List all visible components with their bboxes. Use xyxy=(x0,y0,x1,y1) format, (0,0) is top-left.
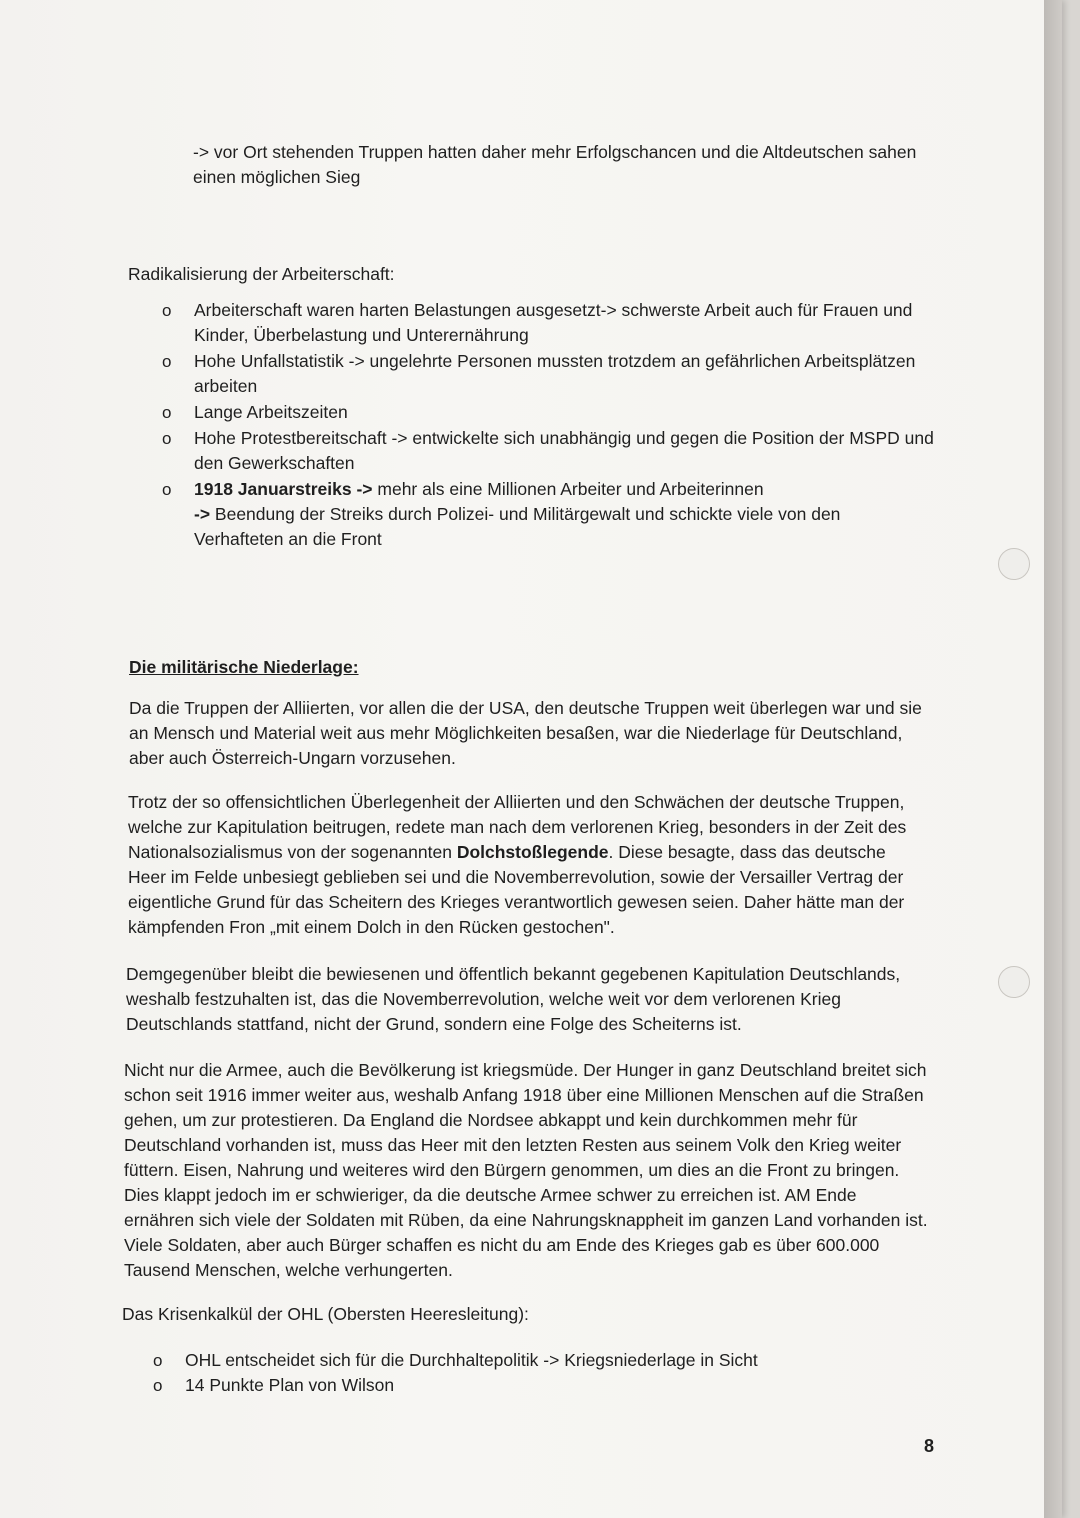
niederlage-paragraph-2 xyxy=(128,790,923,940)
bullet-mark: o xyxy=(162,352,172,371)
list-item-text: Arbeiterschaft waren harten Belastungen ausgesetzt-> schwerste Arbeit auch für Frauen und Kinder, Überbelastung und Unterernährung xyxy=(194,300,913,345)
niederlage-paragraph-4 xyxy=(124,1058,929,1283)
paragraph-text-part: . Diese besagte, dass das deutsche Heer im Felde unbesiegt geblieben sei und die Novemberrevolution, sowie der Versailler Vertrag der eigentliche Grund für das Scheitern des Krieges verantwortlich gewesen seien. Daher hätte man der kämpfenden Fron „mit einem Dolch in den Rücken gestochen". xyxy=(128,842,905,937)
list-item-text: OHL entscheidet sich für die Durchhaltepolitik -> Kriegsniederlage in Sicht xyxy=(185,1350,758,1370)
list-item xyxy=(153,1373,885,1398)
paragraph-text: Da die Truppen der Alliierten, vor allen die der USA, den deutsche Truppen weit überlegen war und sie an Mensch und Material weit aus mehr Möglichkeiten besaßen, war die Niederlage für Deutschland, aber auch Österreich-Ungarn vorzusehen. xyxy=(129,698,922,768)
niederlage-heading: Die militärische Niederlage: xyxy=(129,657,359,677)
list-item xyxy=(162,400,934,425)
radikalisierung-title: Radikalisierung der Arbeiterschaft: xyxy=(128,264,395,284)
januarstreiks-label: 1918 Januarstreiks -> xyxy=(194,479,373,499)
bullet-mark: o xyxy=(162,429,172,448)
list-item-text: mehr als eine Millionen Arbeiter und Arbeiterinnen xyxy=(372,479,764,499)
list-item xyxy=(162,349,934,399)
top-note xyxy=(193,140,938,190)
list-item-subtext: Beendung der Streiks durch Polizei- und Militärgewalt und schickte viele von den Verhafteten an die Front xyxy=(194,504,841,549)
list-item xyxy=(162,477,934,552)
bullet-mark: o xyxy=(153,1351,163,1370)
top-note-text: -> vor Ort stehenden Truppen hatten daher mehr Erfolgschancen und die Altdeutschen sahen einen möglichen Sieg xyxy=(193,142,917,187)
radikalisierung-list xyxy=(162,298,934,552)
paragraph-text-part: Trotz der so offensichtlichen Überlegenheit der Alliierten und den Schwächen der deutsche Truppen, welche zur Kapitulation beitrugen, redete man nach dem verlorenen Krieg, besonders in der Zeit des Nationalsozialismus von der sogenannten xyxy=(128,792,907,862)
arrow-label: -> xyxy=(194,504,211,524)
list-item-text: Hohe Protestbereitschaft -> entwickelte sich unabhängig und gegen die Position der MSPD und den Gewerkschaften xyxy=(194,428,934,473)
list-item-text: 14 Punkte Plan von Wilson xyxy=(185,1375,395,1395)
list-item-text: Hohe Unfallstatistik -> ungelehrte Personen mussten trotzdem an gefährlichen Arbeitsplätzen arbeiten xyxy=(194,351,916,396)
bullet-mark: o xyxy=(162,480,172,499)
ohl-title: Das Krisenkalkül der OHL (Obersten Heeresleitung): xyxy=(122,1304,529,1324)
niederlage-heading-block xyxy=(129,655,529,680)
niederlage-paragraph-3 xyxy=(126,962,921,1037)
bullet-mark: o xyxy=(153,1376,163,1395)
ohl-section xyxy=(122,1302,722,1327)
dolchstosslegende-term: Dolchstoßlegende xyxy=(456,842,609,862)
list-item xyxy=(162,426,934,476)
list-item-text: Lange Arbeitszeiten xyxy=(194,402,348,422)
bullet-mark: o xyxy=(162,403,172,422)
list-item xyxy=(162,298,934,348)
paragraph-text: Demgegenüber bleibt die bewiesenen und öffentlich bekannt gegebenen Kapitulation Deutschlands, weshalb festzuhalten ist, das die Novemberrevolution, welche weit vor dem verlorenen Krieg Deutschlands stattfand, nicht der Grund, sondern eine Folge des Scheiterns ist. xyxy=(126,964,901,1034)
paragraph-text: Nicht nur die Armee, auch die Bevölkerung ist kriegsmüde. Der Hunger in ganz Deutschland breitet sich schon seit 1916 immer weiter aus, weshalb Anfang 1918 über eine Millionen Menschen auf die Straßen gehen, um zur protestieren. Da England die Nordsee abkappt und kein durchkommen mehr für Deutschland vorhanden ist, muss das Heer mit den letzten Resten aus seinem Volk den Krieg weiter füttern. Eisen, Nahrung und weiteres wird den Bürgern genommen, um dies an die Front zu bringen. Dies klappt jedoch im er schwieriger, da die deutsche Armee schwer zu erreichen ist. AM Ende ernähren sich viele der Soldaten mit Rüben, da eine Nahrungsknappheit im ganzen Land vorhanden ist. Viele Soldaten, aber auch Bürger schaffen es nicht du am Ende des Krieges gab es über 600.000 Tausend Menschen, welche verhungerten. xyxy=(124,1060,928,1280)
ohl-list xyxy=(153,1348,885,1398)
niederlage-paragraph-1 xyxy=(129,696,939,771)
page-number: 8 xyxy=(924,1436,935,1456)
bullet-mark: o xyxy=(162,301,172,320)
radikalisierung-section xyxy=(128,262,928,287)
list-item xyxy=(153,1348,885,1373)
paragraph-text xyxy=(128,790,923,940)
